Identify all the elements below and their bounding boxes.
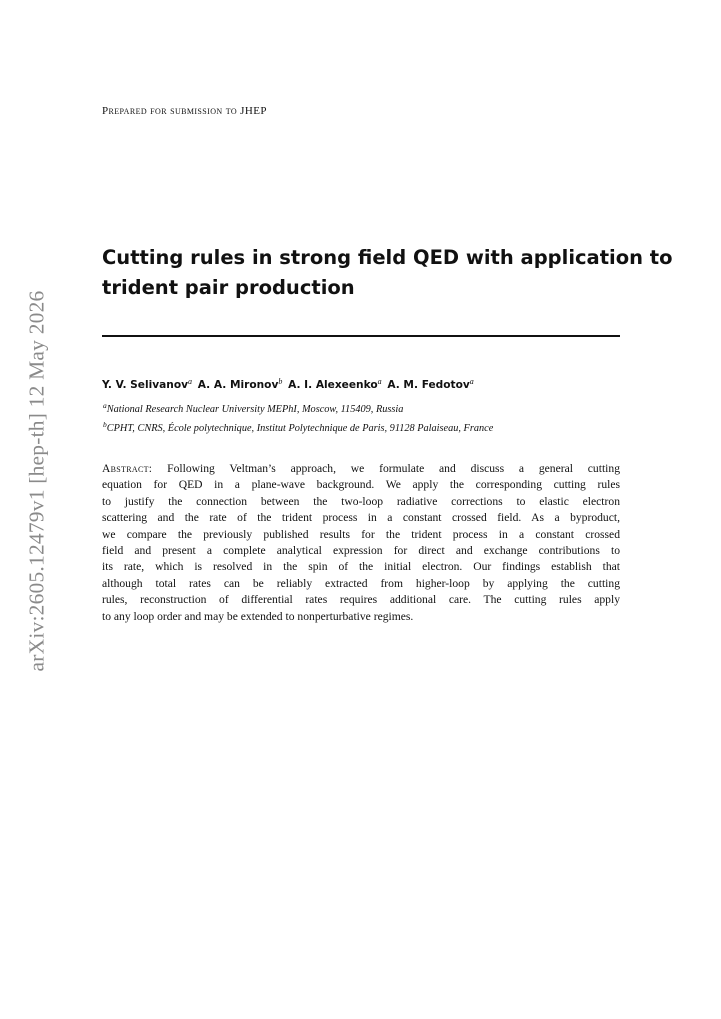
author-affiliation-mark: a <box>469 377 474 386</box>
abstract-line: its rate, which is resolved in the spin of the initial electron. Our findings establish that <box>102 560 620 574</box>
abstract-line: we compare the previously published results for the trident process in a constant crossed <box>102 527 620 541</box>
affiliation-mark: b <box>103 420 107 429</box>
author-affiliation-mark: a <box>377 377 382 386</box>
arxiv-sidebar <box>20 290 54 672</box>
paper-title-line-1: Cutting rules in strong field QED with application to <box>102 246 673 269</box>
author-name: A. M. Fedotov <box>387 379 470 391</box>
abstract-line: to any loop order and may be extended to nonperturbative regimes. <box>102 609 414 623</box>
abstract-line: rules, reconstruction of differential rates requires additional care. The cutting rules apply <box>102 593 620 607</box>
abstract-line: although total rates can be reliably extracted from higher-loop by applying the cutting <box>102 576 620 590</box>
arxiv-identifier: arXiv:2605.12479v1 [hep-th] 12 May 2026 <box>24 290 49 672</box>
author-list <box>102 377 476 391</box>
author-name: A. A. Mironov <box>197 379 279 391</box>
abstract-text: Following Veltman’s approach, we formulate and discuss a general cutting <box>167 462 620 475</box>
abstract-line: field and present a complete analytical expression for direct and exchange contributions to <box>102 544 620 558</box>
abstract <box>102 461 620 625</box>
affiliation-mark: a <box>103 401 107 410</box>
abstract-line: scattering and the rate of the trident process in a constant crossed field. As a byproduct, <box>102 511 620 525</box>
author-name: Y. V. Selivanov <box>102 379 189 391</box>
affiliation-text: CPHT, CNRS, École polytechnique, Institut Polytechnique de Paris, 91128 Palaiseau, France <box>106 423 494 434</box>
affiliation-b <box>103 420 493 434</box>
abstract-label: Abstract: <box>102 462 153 475</box>
abstract-line: to justify the connection between the two-loop radiative corrections to elastic electron <box>102 494 620 508</box>
author-name: A. I. Alexeenko <box>288 379 378 391</box>
submission-note: Prepared for submission to JHEP <box>102 105 267 117</box>
paper-title <box>102 243 673 303</box>
affiliation-text: National Research Nuclear University MEPhI, Moscow, 115409, Russia <box>106 404 404 415</box>
abstract-line: equation for QED in a plane-wave background. We apply the corresponding cutting rules <box>102 478 620 492</box>
abstract-line <box>102 461 620 477</box>
author-affiliation-mark: a <box>188 377 193 386</box>
paper-title-line-2: trident pair production <box>102 276 355 299</box>
author-affiliation-mark: b <box>278 377 283 386</box>
title-divider <box>102 335 620 337</box>
affiliation-a <box>103 401 403 415</box>
